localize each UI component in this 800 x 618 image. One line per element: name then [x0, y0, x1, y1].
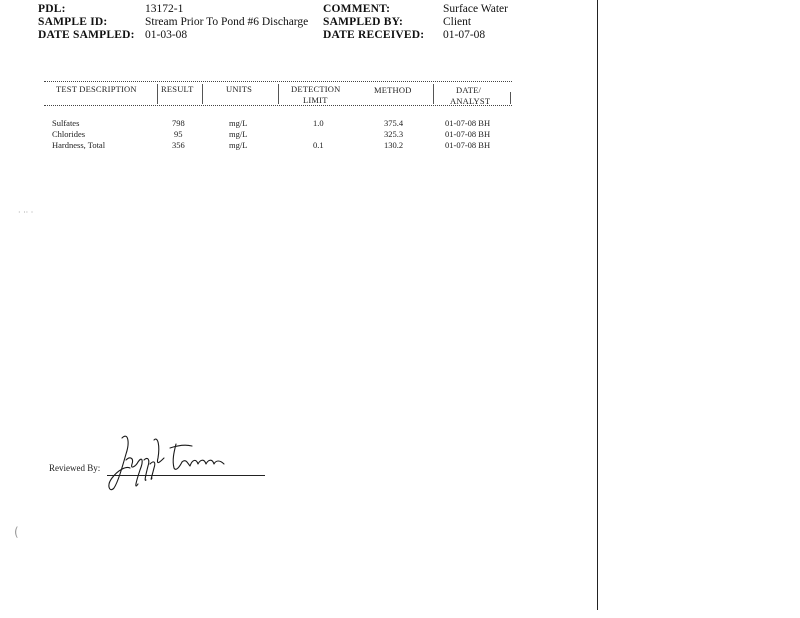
row-date-analyst: 01-07-08 BH: [445, 140, 491, 150]
sample-id-label: SAMPLE ID:: [38, 16, 108, 28]
row-result: 95: [174, 129, 183, 139]
reviewed-by-label: Reviewed By:: [49, 463, 101, 473]
column-divider: [433, 84, 434, 104]
row-method: 375.4: [384, 118, 404, 128]
comment-value: Surface Water: [443, 3, 508, 15]
row-units: mg/L: [229, 129, 248, 139]
col-header-analyst: ANALYST: [450, 96, 491, 106]
col-header-detection: DETECTION: [291, 84, 341, 94]
date-received-label: DATE RECEIVED:: [323, 29, 425, 41]
col-header-limit: LIMIT: [303, 95, 328, 105]
page-edge-line: [597, 0, 598, 610]
sample-id-value: Stream Prior To Pond #6 Discharge: [145, 16, 309, 28]
comment-label: COMMENT:: [323, 3, 391, 15]
column-divider: [510, 92, 511, 104]
col-header-result: RESULT: [161, 84, 194, 94]
row-units: mg/L: [229, 140, 248, 150]
table-bottom-rule: [44, 105, 512, 106]
row-test-description: Chlorides: [52, 129, 86, 139]
scan-speck: · ·· ·: [18, 208, 34, 217]
date-sampled-label: DATE SAMPLED:: [38, 29, 135, 41]
row-test-description: Hardness, Total: [52, 140, 106, 150]
sampled-by-label: SAMPLED BY:: [323, 16, 404, 28]
col-header-units: UNITS: [226, 84, 253, 94]
pdl-value: 13172-1: [145, 3, 184, 15]
date-sampled-value: 01-03-08: [145, 29, 188, 41]
column-divider: [278, 84, 279, 104]
column-divider: [157, 84, 158, 104]
row-test-description: Sulfates: [52, 118, 80, 128]
row-result: 798: [172, 118, 185, 128]
row-result: 356: [172, 140, 185, 150]
date-received-value: 01-07-08: [443, 29, 486, 41]
handwritten-signature: [104, 430, 234, 494]
col-header-date: DATE/: [456, 85, 482, 95]
scan-speck: (: [14, 525, 19, 539]
sampled-by-value: Client: [443, 16, 472, 28]
col-header-test-description: TEST DESCRIPTION: [56, 84, 137, 94]
row-method: 130.2: [384, 140, 404, 150]
row-date-analyst: 01-07-08 BH: [445, 129, 491, 139]
row-detection-limit: 1.0: [313, 118, 324, 128]
table-top-rule: [44, 81, 512, 82]
row-method: 325.3: [384, 129, 404, 139]
pdl-label: PDL:: [38, 3, 66, 15]
column-divider: [202, 84, 203, 104]
col-header-method: METHOD: [374, 85, 412, 95]
row-detection-limit: 0.1: [313, 140, 324, 150]
row-units: mg/L: [229, 118, 248, 128]
row-date-analyst: 01-07-08 BH: [445, 118, 491, 128]
